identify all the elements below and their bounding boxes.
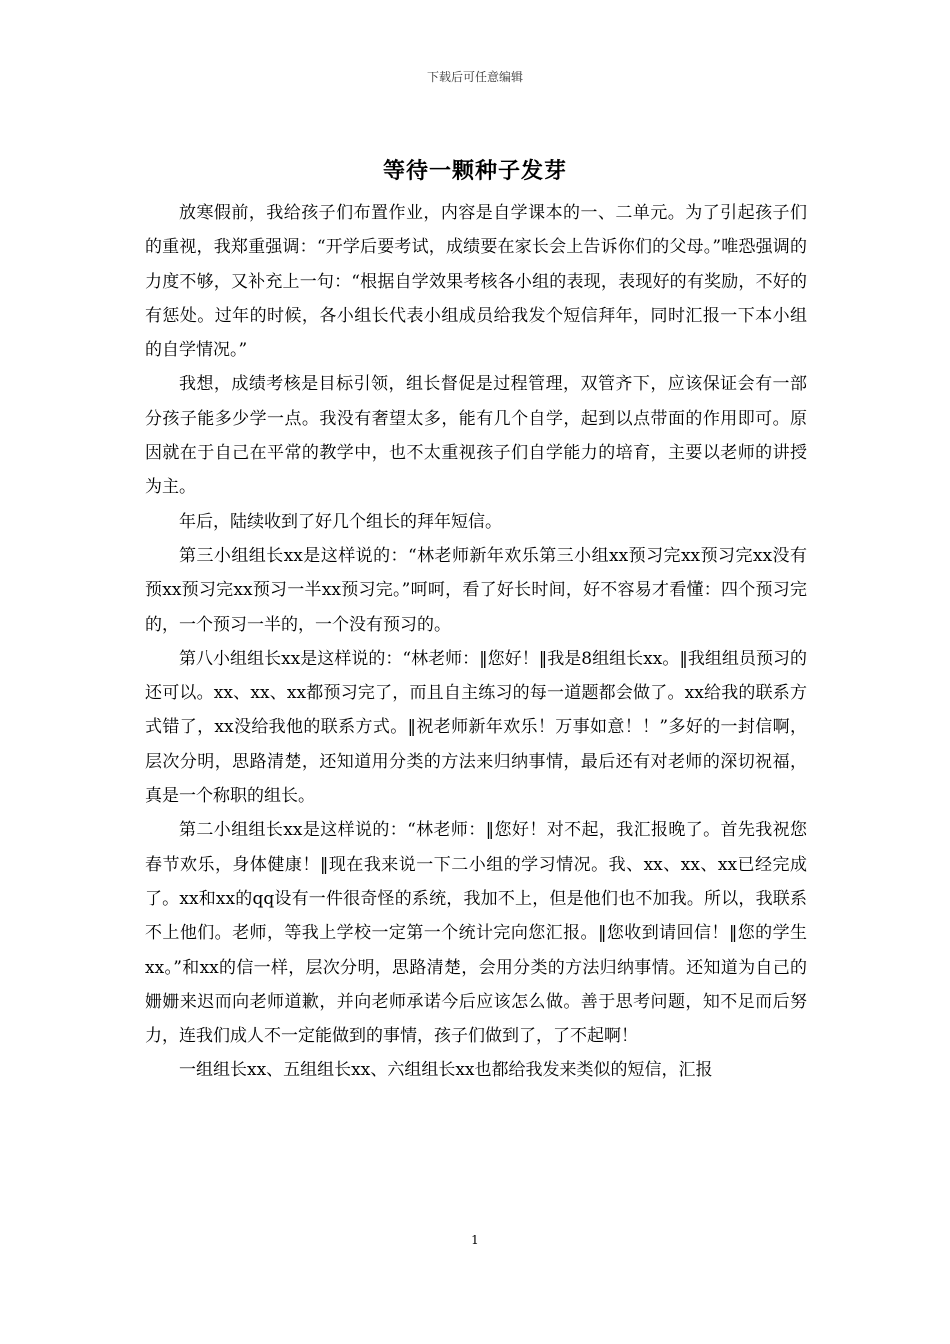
document-title: 等待一颗种子发芽 <box>382 158 567 184</box>
document-body <box>145 196 807 1088</box>
paragraph: 第八小组组长xx是这样说的：“林老师：‖您好！‖我是8组组长xx。‖我组组员预习的还可以。xx、xx、xx都预习完了，而且自主练习的每一道题都会做了。xx给我的联系方式错了，xx没给我他的联系方式。‖祝老师新年欢乐！万事如意！！”多好的一封信啊，层次分明，思路清楚，还知道用分类的方法来归纳事情，最后还有对老师的深切祝福，真是一个称职的组长。 <box>145 648 807 807</box>
paragraph: 第三小组组长xx是这样说的：“林老师新年欢乐第三小组xx预习完xx预习完xx没有预xx预习完xx预习一半xx预习完。”呵呵，看了好长时间，好不容易才看懂：四个预习完的，一个预习一半的，一个没有预习的。 <box>145 545 807 635</box>
page-number: 1 <box>471 1233 479 1247</box>
paragraph: 一组组长xx、五组组长xx、六组组长xx也都给我发来类似的短信，汇报 <box>179 1060 713 1081</box>
paragraph: 第二小组组长xx是这样说的：“林老师：‖您好！对不起，我汇报晚了。首先我祝您春节欢乐，身体健康！‖现在我来说一下二小组的学习情况。我、xx、xx、xx已经完成了。xx和xx的qq设有一件很奇怪的系统，我加不上，但是他们也不加我。所以，我联系不上他们。老师，等我上学校一定第一个统计完向您汇报。‖您收到请回信！‖您的学生xx。”和xx的信一样，层次分明，思路清楚，会用分类的方法归纳事情。还知道为自己的姗姗来迟而向老师道歉，并向老师承诺今后应该怎么做。善于思考问题，知不足而后努力，连我们成人不一定能做到的事情，孩子们做到了，了不起啊！ <box>145 820 807 1047</box>
paragraph: 我想，成绩考核是目标引领，组长督促是过程管理，双管齐下，应该保证会有一部分孩子能多少学一点。我没有奢望太多，能有几个自学，起到以点带面的作用即可。原因就在于自己在平常的教学中，也不太重视孩子们自学能力的培育，主要以老师的讲授为主。 <box>145 374 807 498</box>
header-note: 下载后可任意编辑 <box>426 70 523 84</box>
paragraph: 放寒假前，我给孩子们布置作业，内容是自学课本的一、二单元。为了引起孩子们的重视，我郑重强调：“开学后要考试，成绩要在家长会上告诉你们的父母。”唯恐强调的力度不够，又补充上一句：“根据自学效果考核各小组的表现，表现好的有奖励，不好的有惩处。过年的时候，各小组长代表小组成员给我发个短信拜年，同时汇报一下本小组的自学情况。” <box>145 203 807 361</box>
paragraph: 年后，陆续收到了好几个组长的拜年短信。 <box>179 511 502 532</box>
